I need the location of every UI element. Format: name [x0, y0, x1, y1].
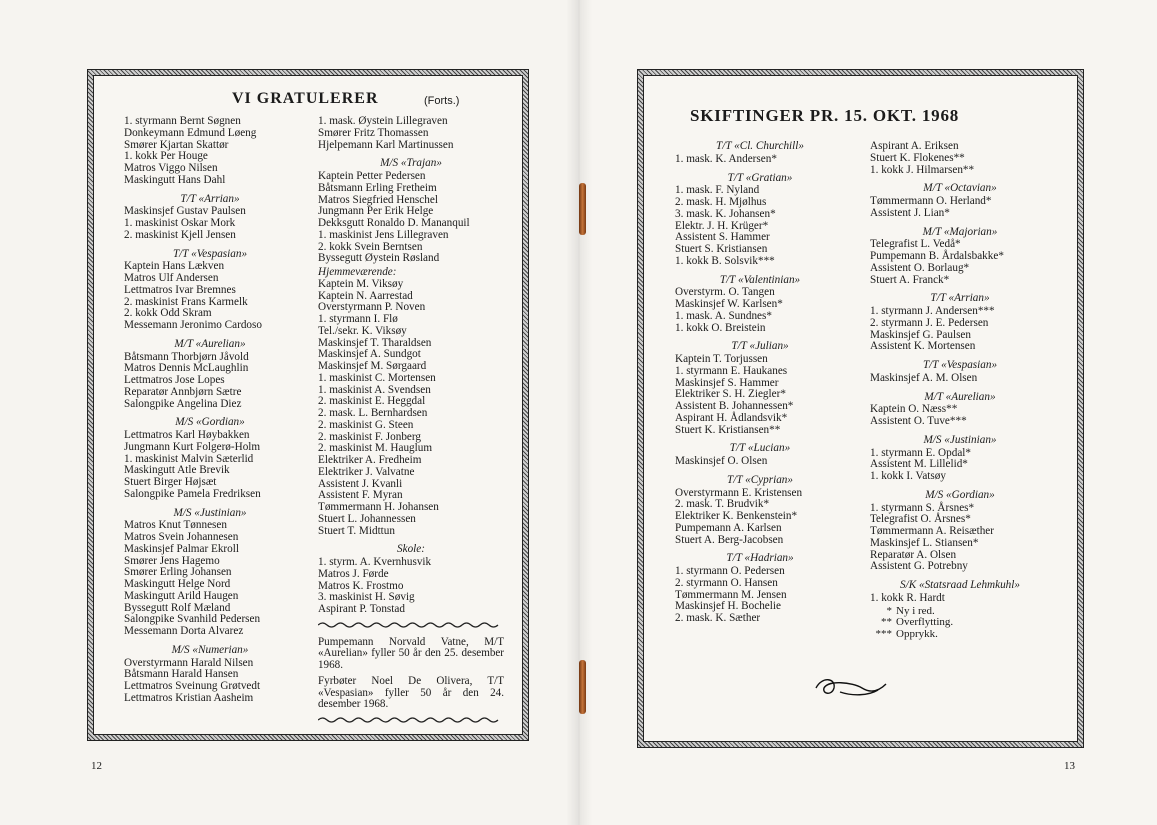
crew-entry: Kaptein O. Næss** [870, 403, 958, 416]
bottom-staple [579, 660, 586, 714]
crew-entry: Lettmatros Kristian Aasheim [124, 691, 254, 704]
crew-entry: 2. styrmann J. E. Pedersen [870, 316, 989, 329]
crew-entry: Dekksgutt Ronaldo D. Mananquil [318, 217, 470, 229]
crew-entry: Assistent K. Mortensen [870, 340, 976, 353]
crew-entry: Matros Dennis McLaughlin [124, 362, 249, 375]
ship-heading: T/T «Cl. Churchill» [716, 140, 804, 152]
crew-entry: Salongpike Pamela Fredriksen [124, 487, 261, 500]
left-column-2-list [318, 116, 504, 616]
crew-entry: Smører Fritz Thomassen [318, 126, 429, 139]
crew-entry: Hjelpemann Karl Martinussen [318, 138, 454, 151]
left-column-1 [124, 116, 296, 705]
crew-entry: Overstyrm. O. Tangen [675, 286, 775, 299]
crew-entry: Matros Svein Johannesen [124, 531, 239, 543]
birthday-note-1: Pumpemann Norvald Vatne, M/T «Aurelian» fyller 50 år den 25. desember 1968. [318, 635, 504, 671]
crew-entry: 2. maskinist M. Hauglum [318, 442, 433, 455]
birthday-note-2: Fyrbøter Noel De Olivera, T/T «Vespasian» fyller 50 år den 24. desember 1968. [318, 675, 504, 711]
crew-entry: 1. mask. A. Sundnes* [675, 309, 772, 322]
crew-entry: 1. kokk Per Houge [124, 150, 208, 163]
ship-heading: T/T «Vespasian» [172, 247, 248, 260]
left-page-subtitle: (Forts.) [424, 95, 460, 107]
crew-entry: 3. mask. K. Johansen* [675, 207, 776, 220]
left-column-2 [318, 116, 504, 732]
crew-entry: 1. maskinist Oskar Mork [124, 217, 236, 229]
crew-entry: Tømmermann A. Reisæther [870, 525, 994, 537]
crew-entry: Elektriker K. Benkenstein* [675, 510, 798, 522]
crew-entry: 2. mask. H. Mjølhus [675, 196, 767, 208]
ship-heading: T/T «Valentinian» [719, 273, 801, 286]
crew-entry: Assistent O. Tuve*** [870, 415, 967, 427]
ship-heading: M/S «Numerian» [171, 643, 249, 656]
ship-heading: T/T «Lucian» [729, 442, 791, 455]
ship-heading: M/T «Aurelian» [174, 337, 246, 350]
crew-entry: Jungmann Kurt Folgerø-Holm [124, 440, 261, 453]
ship-heading: Skole: [397, 543, 425, 556]
crew-entry: Tømmermann H. Johansen [318, 501, 439, 513]
crew-entry: Telegrafist O. Årsnes* [870, 513, 971, 526]
crew-entry: Smører Jens Hagemo [124, 554, 220, 567]
crew-entry: Maskingutt Hans Dahl [124, 173, 226, 186]
crew-entry: 1. styrmann O. Pedersen [675, 565, 785, 577]
crew-entry: Aspirant P. Tonstad [318, 603, 405, 615]
crew-entry: 1. mask. F. Nyland [675, 184, 760, 197]
crew-entry: Matros Viggo Nilsen [124, 162, 218, 174]
crew-entry: Donkeymann Edmund Løeng [124, 126, 257, 139]
crew-entry: 2. mask. K. Sæther [675, 612, 761, 624]
crew-entry: 1. styrmann J. Andersen*** [870, 305, 995, 317]
crew-entry: Maskinsjef M. Sørgaard [318, 360, 427, 372]
ship-heading: M/S «Gordian» [175, 416, 245, 429]
crew-entry: Reparatør A. Olsen [870, 548, 957, 561]
crew-entry: 1. kokk B. Solsvik*** [675, 254, 775, 267]
crew-entry: Maskingutt Atle Brevik [124, 464, 230, 477]
ship-heading: T/T «Cyprian» [726, 473, 793, 486]
crew-entry: Stuert K. Kristiansen** [675, 423, 781, 436]
crew-entry: 1. styrmann E. Haukanes [675, 364, 788, 377]
crew-entry: Maskinsjef L. Stiansen* [870, 536, 979, 549]
crew-entry: Messemann Dorta Alvarez [124, 625, 244, 637]
legend-mark: ** [881, 616, 892, 629]
crew-entry: Maskinsjef S. Hammer [675, 376, 779, 389]
crew-entry: Maskinsjef G. Paulsen [870, 328, 971, 341]
top-staple [579, 183, 586, 235]
crew-entry: Smører Kjartan Skattør [124, 138, 229, 151]
crew-entry: Lettmatros Sveinung Grøtvedt [124, 680, 261, 692]
crew-entry: Salongpike Svanhild Pedersen [124, 613, 261, 626]
crew-entry: Maskinsjef W. Karlsen* [675, 298, 783, 310]
crew-entry: Assistent J. Lian* [870, 206, 950, 219]
ship-heading: M/S «Trajan» [380, 157, 442, 170]
ship-heading: M/S «Justinian» [173, 506, 247, 519]
ship-heading: T/T «Hadrian» [726, 552, 794, 565]
crew-entry: 2. kokk Odd Skram [124, 307, 212, 320]
crew-entry: Båtsmann Harald Hansen [124, 668, 239, 681]
crew-entry: 1. styrmann E. Opdal* [870, 446, 971, 459]
crew-entry: Assistent M. Lillelid* [870, 458, 968, 471]
crew-entry: Aspirant H. Ådlandsvik* [675, 411, 788, 424]
ship-heading: T/T «Arrian» [180, 192, 240, 205]
crew-entry: 3. maskinist H. Søvig [318, 591, 415, 604]
crew-entry: Maskinsjef T. Tharaldsen [318, 336, 432, 349]
crew-entry: Lettmatros Karl Høybakken [124, 429, 250, 441]
crew-entry: 1. kokk I. Vatsøy [870, 470, 946, 482]
crew-entry: Stuert T. Midttun [318, 524, 395, 537]
crew-entry: 1. styrmann I. Flø [318, 313, 398, 325]
crew-entry: Elektriker S. H. Ziegler* [675, 388, 786, 401]
crew-entry: 1. maskinist A. Svendsen [318, 383, 431, 396]
ship-heading: M/T «Majorian» [922, 225, 998, 238]
legend-text: Overflytting. [896, 616, 954, 629]
ship-heading: T/T «Arrian» [930, 292, 990, 305]
crew-entry: 1. maskinist Jens Lillegraven [318, 228, 449, 241]
crew-entry: Kaptein Petter Pedersen [318, 170, 426, 182]
crew-entry: Pumpemann A. Karlsen [675, 521, 782, 534]
crew-entry: Assistent B. Johannessen* [675, 400, 794, 412]
right-column-2 [870, 141, 1050, 641]
crew-entry: Matros Ulf Andersen [124, 272, 219, 284]
legend-text: Opprykk. [896, 628, 938, 640]
crew-entry: Stuert A. Berg-Jacobsen [675, 533, 784, 546]
crew-entry: Båtsmann Thorbjørn Jåvold [124, 350, 249, 363]
crew-entry: Assistent F. Myran [318, 489, 403, 502]
left-page-title: VI GRATULERER [232, 90, 379, 107]
legend-text: Ny i red. [896, 604, 935, 617]
crew-entry: Kaptein Hans Lækven [124, 260, 225, 273]
right-page-title: SKIFTINGER PR. 15. OKT. 1968 [690, 106, 960, 125]
crew-entry: Messemann Jeronimo Cardoso [124, 319, 262, 331]
crew-entry: Stuert A. Franck* [870, 273, 950, 286]
crew-entry: Lettmatros Ivar Bremnes [124, 283, 236, 296]
crew-entry: 1. styrmann Bernt Søgnen [124, 115, 241, 127]
crew-entry: Kaptein M. Viksøy [318, 277, 404, 290]
crew-entry: Maskingutt Helge Nord [124, 578, 231, 590]
crew-entry: Aspirant A. Eriksen [870, 140, 959, 152]
crew-entry: Jungmann Per Erik Helge [318, 205, 434, 218]
crew-entry: 1. maskinist Malvin Sæterlid [124, 452, 254, 465]
crew-entry: Tel./sekr. K. Viksøy [318, 324, 407, 337]
crew-entry: Tømmermann O. Herland* [870, 195, 992, 207]
ship-heading: M/T «Octavian» [923, 182, 997, 195]
crew-entry: Maskingutt Arild Haugen [124, 589, 239, 602]
legend-row [870, 629, 1050, 641]
crew-entry: 2. maskinist E. Heggdal [318, 395, 426, 408]
crew-entry: 2. maskinist G. Steen [318, 418, 414, 431]
crew-entry: Stuert Birger Højsæt [124, 476, 217, 488]
wave-divider-bottom [318, 716, 500, 724]
crew-entry: Maskinsjef O. Olsen [675, 455, 768, 467]
crew-entry: Elektriker J. Valvatne [318, 465, 415, 478]
crew-entry: 1. kokk R. Hardt [870, 591, 945, 604]
crew-entry: Byssegutt Øystein Røsland [318, 252, 440, 265]
crew-entry: 2. maskinist Kjell Jensen [124, 228, 236, 241]
crew-entry: 1. styrmann S. Årsnes* [870, 501, 975, 514]
page-number-left: 12 [91, 760, 102, 772]
crew-entry: Salongpike Angelina Diez [124, 397, 242, 410]
crew-entry: Stuert L. Johannessen [318, 512, 416, 525]
crew-entry: Telegrafist L. Vedå* [870, 238, 961, 251]
crew-entry: 1. styrm. A. Kvernhusvik [318, 556, 432, 568]
ship-heading: T/T «Gratian» [727, 171, 793, 184]
ship-heading: M/S «Justinian» [923, 433, 997, 446]
page-number-right: 13 [1064, 760, 1075, 772]
ship-heading: T/T «Julian» [731, 340, 789, 353]
ship-heading: S/K «Statsraad Lehmkuhl» [900, 579, 1020, 591]
right-column-1 [675, 134, 845, 625]
crew-entry: Båtsmann Erling Fretheim [318, 181, 437, 194]
crew-entry: 1. mask. K. Andersen* [675, 152, 777, 165]
crew-entry: Kaptein T. Torjussen [675, 353, 768, 365]
crew-entry: Smører Erling Johansen [124, 566, 232, 579]
crew-entry: 1. kokk J. Hilmarsen** [870, 163, 975, 176]
section-heading: Hjemmeværende: [318, 266, 397, 278]
crew-entry: 2. maskinist F. Jonberg [318, 430, 422, 443]
crew-entry: Pumpemann B. Årdalsbakke* [870, 250, 1004, 262]
crew-entry: Tømmermann M. Jensen [675, 588, 787, 601]
crew-entry: 2. maskinist Frans Karmelk [124, 295, 248, 308]
crew-entry: Elektriker A. Fredheim [318, 454, 422, 466]
crew-entry: Assistent S. Hammer [675, 231, 770, 244]
footnote-legend [870, 606, 1050, 641]
ornament-flourish [812, 674, 892, 700]
crew-entry: Assistent O. Borlaug* [870, 261, 970, 274]
right-column-2-list [870, 141, 1050, 605]
crew-entry: Overstyrmann Harald Nilsen [124, 656, 254, 669]
crew-entry: Stuert K. Flokenes** [870, 151, 965, 164]
crew-entry: Stuert S. Kristiansen [675, 243, 768, 255]
crew-entry: Elektr. J. H. Krüger* [675, 219, 769, 232]
crew-entry: 2. mask. L. Bernhardsen [318, 407, 428, 419]
crew-entry: Overstyrmann P. Noven [318, 301, 426, 314]
wave-divider [318, 621, 500, 629]
crew-entry: Assistent G. Potrebny [870, 560, 968, 573]
crew-entry: Matros J. Førde [318, 567, 389, 580]
legend-mark: *** [875, 628, 892, 640]
crew-entry: 1. maskinist C. Mortensen [318, 371, 436, 384]
crew-entry: Maskinsjef A. M. Olsen [870, 371, 978, 384]
legend-mark: * [886, 604, 892, 617]
crew-entry: 2. mask. T. Brudvik* [675, 498, 770, 511]
ship-heading: M/T «Aurelian» [924, 390, 996, 403]
crew-entry: Maskinsjef A. Sundgot [318, 348, 421, 361]
crew-entry: Matros Knut Tønnesen [124, 519, 227, 532]
crew-entry: Matros Siegfried Henschel [318, 193, 438, 206]
crew-entry: Lettmatros Jose Lopes [124, 374, 225, 386]
crew-entry: 2. styrmann O. Hansen [675, 576, 778, 589]
crew-entry: Reparatør Annbjørn Sætre [124, 385, 242, 398]
crew-entry: Kaptein N. Aarrestad [318, 289, 413, 302]
crew-entry: Assistent J. Kvanli [318, 477, 403, 490]
crew-entry: Byssegutt Rolf Mæland [124, 601, 231, 614]
ship-heading: M/S «Gordian» [925, 488, 995, 501]
crew-entry: Maskinsjef Gustav Paulsen [124, 205, 246, 218]
ship-heading: T/T «Vespasian» [922, 359, 998, 371]
crew-entry: 1. kokk O. Breistein [675, 321, 766, 334]
crew-entry: 1. mask. Øystein Lillegraven [318, 115, 448, 127]
crew-entry: Maskinsjef H. Bochelie [675, 600, 781, 613]
crew-entry: Matros K. Frostmo [318, 579, 404, 592]
crew-entry: Maskinsjef Palmar Ekroll [124, 542, 239, 555]
crew-entry: Overstyrmann E. Kristensen [675, 486, 803, 499]
crew-entry: 2. kokk Svein Berntsen [318, 240, 423, 253]
